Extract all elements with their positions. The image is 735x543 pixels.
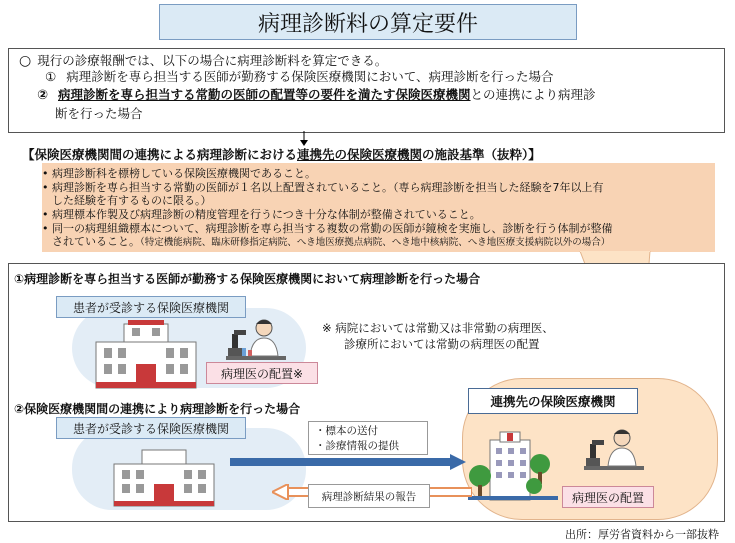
pathologist-icon bbox=[584, 428, 644, 480]
source-text: 出所：厚労省資料から一部抜粋 bbox=[565, 528, 719, 541]
report-result-box: 病理診断結果の報告 bbox=[308, 484, 430, 508]
partner-institution-title: 連携先の保険医療機関 bbox=[468, 388, 638, 414]
section1-pathologist-label: 病理医の配置※ bbox=[206, 362, 318, 384]
standard-bullet-2: • 病理診断を専ら担当する常勤の医師が１名以上配置されていること。（専ら病理診断を担当した経験を7年以上有 bbox=[52, 181, 604, 194]
standard-bullet-4: • 同一の病理組織標本について、病理診断を専ら担当する複数の常勤の医師が鏡検を実施し、診断を行う体制が整備 bbox=[52, 222, 613, 235]
section2-title: ②保険医療機関間の連携により病理診断を行った場合 bbox=[14, 402, 301, 416]
rule-item-1: ① 病理診断を専ら担当する医師が勤務する保険医療機関において、病理診断を行った場合 bbox=[45, 69, 554, 84]
note-text: ※ 病院においては常勤又は非常勤の病理医、 診療所においては常勤の病理医の配置 bbox=[322, 321, 554, 351]
circle-bullet: ○ bbox=[19, 53, 32, 69]
standard-bullet-1: • 病理診断科を標榜している保険医療機関であること。 bbox=[52, 167, 316, 180]
page-title: 病理診断料の算定要件 bbox=[159, 4, 577, 40]
standard-bullet-4-cont: されていること。（特定機能病院、臨床研修指定病院、へき地医療拠点病院、へき地中核病院、へき地医療支援病院以外の場合） bbox=[52, 235, 611, 248]
partner-hospital-icon bbox=[468, 430, 558, 502]
current-rules-box bbox=[8, 48, 725, 133]
hospital-icon bbox=[92, 320, 200, 390]
hospital-icon bbox=[110, 448, 218, 508]
rules-intro: ○ 現行の診療報酬では、以下の場合に病理診断料を算定できる。 bbox=[19, 53, 388, 69]
send-arrow-icon bbox=[230, 454, 466, 470]
section2-patient-label: 患者が受診する保険医療機関 bbox=[56, 417, 246, 439]
standard-bullet-3: • 病理標本作製及び病理診断の精度管理を行うにつき十分な体制が整備されていること。 bbox=[52, 208, 481, 221]
section1-title: ①病理診断を専ら担当する医師が勤務する保険医療機関において病理診断を行った場合 bbox=[14, 272, 481, 286]
section1-patient-label: 患者が受診する保険医療機関 bbox=[56, 296, 246, 318]
standards-box bbox=[42, 163, 715, 252]
standard-bullet-2-cont: した経験を有するものに限る。） bbox=[52, 194, 212, 207]
rule-item-2: ② 病理診断を専ら担当する常勤の医師の配置等の要件を満たす保険医療機関との連携により病理診 bbox=[37, 87, 596, 103]
standards-heading: 【保険医療機関間の連携による病理診断における連携先の保険医療機関の施設基準（抜粋）】 bbox=[22, 147, 541, 162]
partner-pathologist-label: 病理医の配置 bbox=[562, 486, 654, 508]
send-info-box: ・標本の送付 ・診療情報の提供 bbox=[308, 421, 428, 455]
rule-item-2-continued: 断を行った場合 bbox=[55, 106, 143, 121]
